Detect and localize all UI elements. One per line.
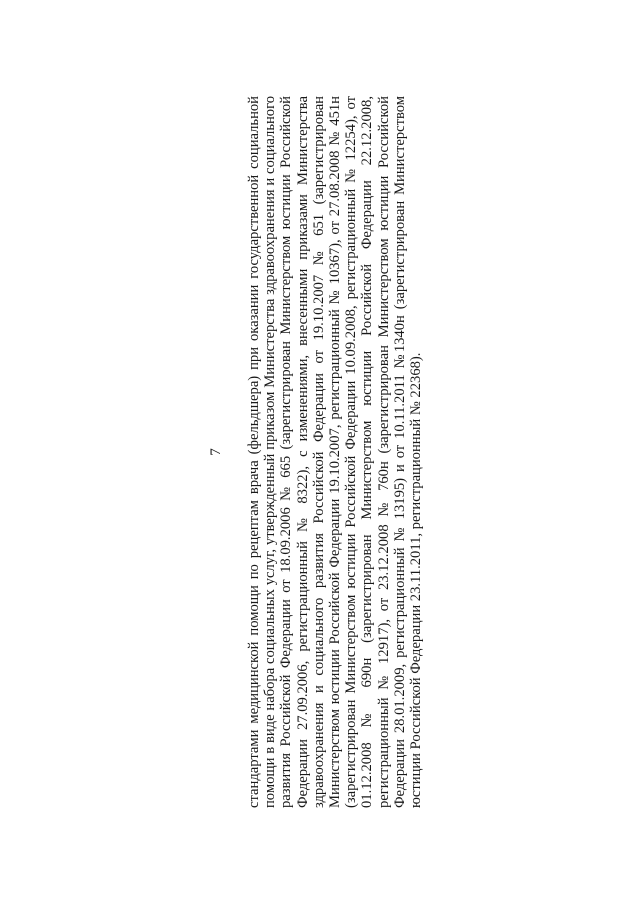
page-number: 7 [208, 448, 224, 456]
text-line: юстиции Российской Федерации 10.09.2008, регистрационный № 12254), от 01.12.2008 № 690н (зарегистрирован [343, 96, 376, 808]
text-line: Министерством юстиции Российской Федерации 22.12.2008, регистрационный № 12917), от 23.12.2008 № 760н [359, 96, 392, 808]
text-line: развития Российской Федерации от 18.09.2006 № 665 (зарегистрирован Министерством юстиции Российской Федерации [278, 96, 311, 808]
text-line: от 10.11.2011 №1340н (зарегистрирован Министерством юстиции Российской Федерации 23.11.2011, регистрационный [391, 95, 425, 808]
text-line: № 22368). [408, 352, 425, 416]
text-line: социального развития Российской Федерации от 19.10.2007 № 651 (зарегистрирован Министерством юстиции [310, 96, 344, 808]
document-page [208, 96, 432, 808]
body-paragraph [246, 96, 424, 808]
text-line: стандартами медицинской помощи по рецептам врача (фельдшера) при оказании государственной социальной [246, 96, 262, 808]
text-line: Российской Федерации 19.10.2007, регистрационный № 10367), от 27.08.2008 № 451н (зарегистрирован Министерством [327, 96, 360, 808]
text-line: (зарегистрирован Министерством юстиции Российской Федерации 28.01.2009, регистрационный № 13195) и [375, 96, 408, 808]
text-line: помощи в виде набора социальных услуг, утвержденный приказом Министерства здравоохранения и социального [262, 96, 279, 808]
text-line: 27.09.2006, регистрационный № 8322), с изменениями, внесенными приказами Министерства здравоохранения и [294, 96, 327, 808]
